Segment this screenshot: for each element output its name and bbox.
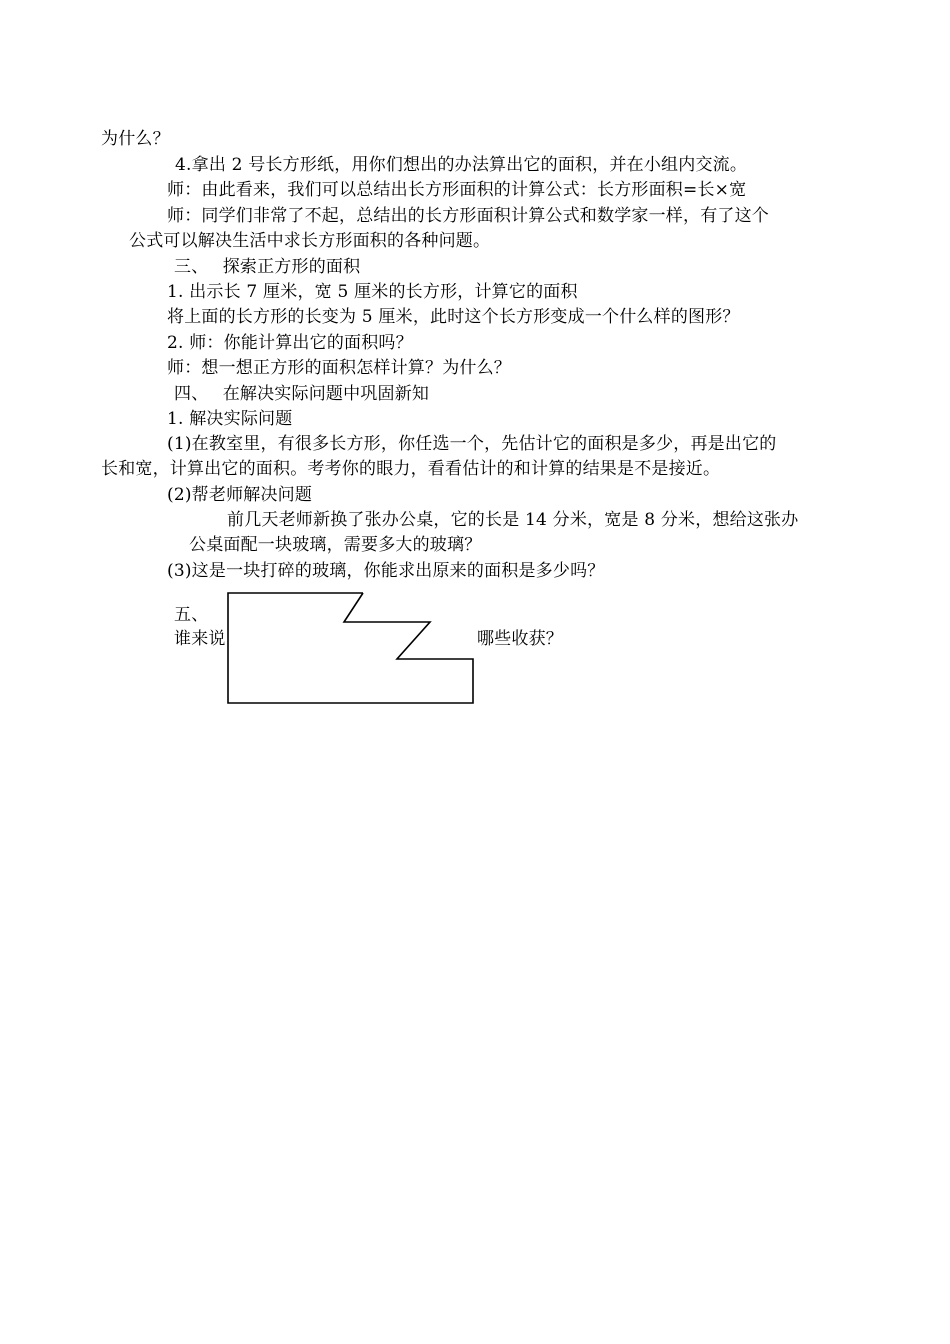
broken-glass-figure xyxy=(227,591,477,705)
broken-glass-outline xyxy=(228,593,473,703)
text-line-14: 长和宽，计算出它的面积。考考你的眼力，看看估计的和计算的结果是不是接近。 xyxy=(101,459,721,479)
text-line-18: (3)这是一块打碎的玻璃，你能求出原来的面积是多少吗？ xyxy=(167,561,605,581)
text-line-21: 哪些收获？ xyxy=(477,629,563,649)
text-line-4: 师：同学们非常了不起，总结出的长方形面积计算公式和数学家一样，有了这个 xyxy=(167,206,769,226)
text-line-13: (1)在教室里，有很多长方形，你任选一个，先估计它的面积是多少，再是出它的 xyxy=(167,434,777,454)
text-line-2: 4.拿出 2 号长方形纸，用你们想出的办法算出它的面积，并在小组内交流。 xyxy=(175,155,748,175)
text-line-16: 前几天老师新换了张办公桌，它的长是 14 分米，宽是 8 分米，想给这张办 xyxy=(227,510,799,530)
section-heading-5: 五、 xyxy=(174,605,209,625)
text-line-8: 将上面的长方形的长变为 5 厘米，此时这个长方形变成一个什么样的图形？ xyxy=(167,307,740,327)
text-line-20: 谁来说 xyxy=(174,629,226,649)
text-line-9: 2. 师：你能计算出它的面积吗？ xyxy=(167,333,413,353)
text-line-5: 公式可以解决生活中求长方形面积的各种问题。 xyxy=(129,231,491,251)
section-heading-3: 三、 探索正方形的面积 xyxy=(174,257,361,277)
text-line-7: 1. 出示长 7 厘米，宽 5 厘米的长方形，计算它的面积 xyxy=(167,282,578,302)
text-line-17: 公桌面配一块玻璃，需要多大的玻璃？ xyxy=(189,535,482,555)
text-line-3: 师：由此看来，我们可以总结出长方形面积的计算公式：长方形面积=长×宽 xyxy=(167,180,747,200)
text-line-10: 师：想一想正方形的面积怎样计算？为什么？ xyxy=(167,358,511,378)
text-line-1: 为什么？ xyxy=(101,129,170,149)
text-line-15: (2)帮老师解决问题 xyxy=(167,485,313,505)
text-line-12: 1. 解决实际问题 xyxy=(167,409,293,429)
section-heading-4: 四、 在解决实际问题中巩固新知 xyxy=(174,384,430,404)
